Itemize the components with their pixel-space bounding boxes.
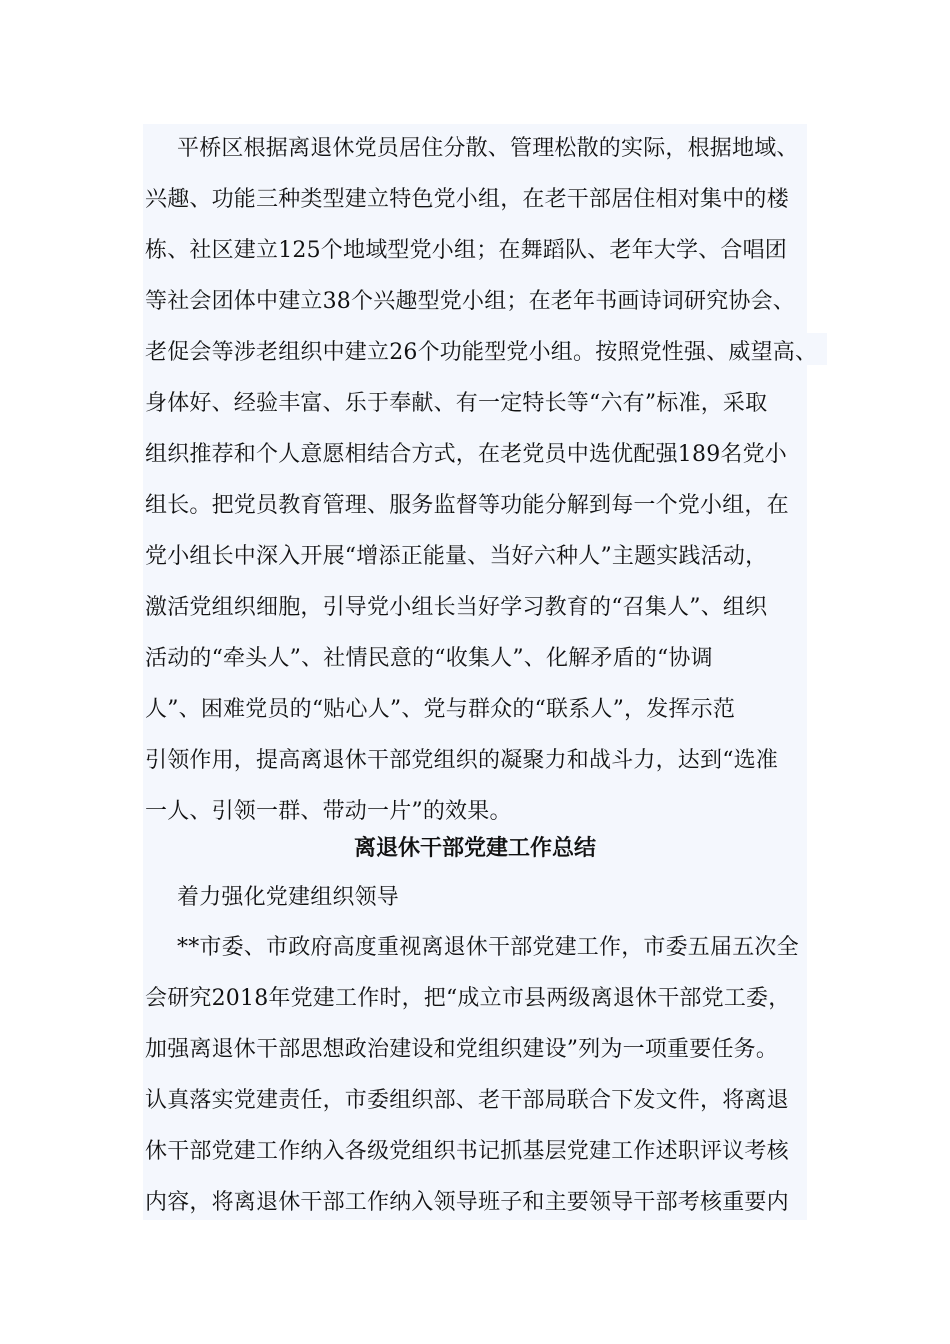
paragraph-2-line: 会研究2018年党建工作时，把“成立市县两级离退休干部党工委，	[145, 986, 791, 1011]
paragraph-1-line: 一人、引领一群、带动一片”的效果。	[145, 799, 512, 824]
paragraph-1-line: 等社会团体中建立38个兴趣型党小组；在老年书画诗词研究协会、	[145, 289, 795, 314]
paragraph-2-line: 内容，将离退休干部工作纳入领导班子和主要领导干部考核重要内	[145, 1190, 789, 1215]
subheading: 着力强化党建组织领导	[177, 885, 400, 910]
paragraph-1-line: 活动的“牵头人”、社情民意的“收集人”、化解矛盾的“协调	[145, 646, 713, 671]
paragraph-1-line: 引领作用，提高离退休干部党组织的凝聚力和战斗力，达到“选准	[145, 748, 779, 773]
section-title: 离退休干部党建工作总结	[353, 836, 596, 861]
paragraph-1-line: 人”、困难党员的“贴心人”、党与群众的“联系人”，发挥示范	[145, 697, 736, 722]
paragraph-2-line: 加强离退休干部思想政治建设和党组织建设”列为一项重要任务。	[145, 1037, 779, 1062]
paragraph-2-line: 认真落实党建责任，市委组织部、老干部局联合下发文件，将离退	[145, 1088, 789, 1113]
paragraph-1-line: 组织推荐和个人意愿相结合方式，在老党员中选优配强189名党小	[145, 442, 787, 467]
paragraph-1-line: 栋、社区建立125个地域型党小组；在舞蹈队、老年大学、合唱团	[145, 238, 787, 263]
paragraph-1-line: 组长。把党员教育管理、服务监督等功能分解到每一个党小组，在	[145, 493, 789, 518]
paragraph-1-line: 兴趣、功能三种类型建立特色党小组，在老干部居住相对集中的楼	[145, 187, 789, 212]
paragraph-1-line: 党小组长中深入开展“增添正能量、当好六种人”主题实践活动，	[145, 544, 768, 569]
paragraph-1-line: 身体好、经验丰富、乐于奉献、有一定特长等“六有”标准，采取	[145, 391, 768, 416]
paragraph-1-line: 平桥区根据离退休党员居住分散、管理松散的实际，根据地域、	[177, 136, 799, 161]
paragraph-2-line: **市委、市政府高度重视离退休干部党建工作，市委五届五次全	[177, 935, 799, 960]
paragraph-2-line: 休干部党建工作纳入各级党组织书记抓基层党建工作述职评议考核	[145, 1139, 789, 1164]
paragraph-1-line: 老促会等涉老组织中建立26个功能型党小组。按照党性强、威望高、	[145, 340, 818, 365]
paragraph-1-line: 激活党组织细胞，引导党小组长当好学习教育的“召集人”、组织	[145, 595, 768, 620]
